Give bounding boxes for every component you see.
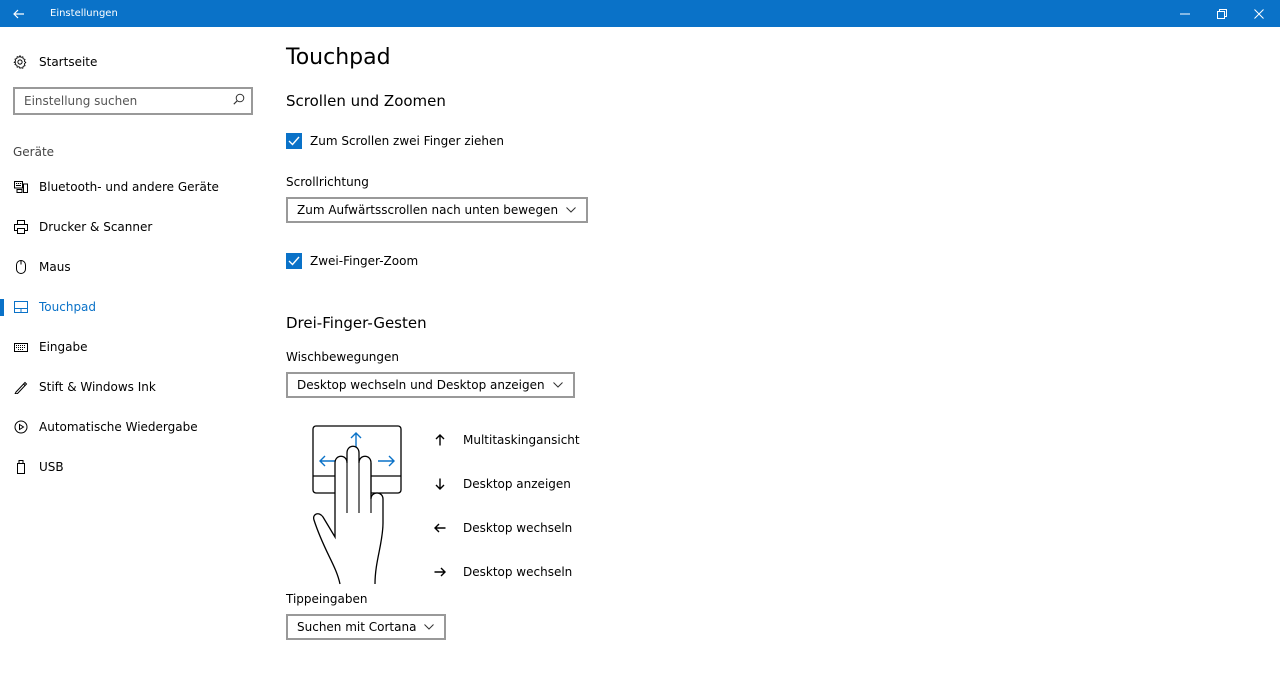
sidebar-item-mouse[interactable] xyxy=(0,247,270,287)
taps-value: Suchen mit Cortana xyxy=(297,620,417,634)
sidebar-item-typing[interactable] xyxy=(0,327,270,367)
checkmark-icon xyxy=(286,133,302,149)
sidebar-item-autoplay[interactable] xyxy=(0,407,270,447)
chevron-down-icon xyxy=(566,207,576,213)
arrow-left-icon xyxy=(433,523,447,533)
printer-icon xyxy=(13,219,29,235)
sidebar-item-label: USB xyxy=(39,460,64,474)
pen-icon xyxy=(13,379,29,395)
pinch-zoom-label: Zwei-Finger-Zoom xyxy=(310,254,419,268)
close-button[interactable] xyxy=(1241,0,1277,27)
swipes-label: Wischbewegungen xyxy=(286,350,400,364)
usb-icon xyxy=(13,459,29,475)
gesture-left-label: Desktop wechseln xyxy=(463,521,573,535)
scroll-direction-dropdown[interactable] xyxy=(286,197,588,223)
gesture-down xyxy=(433,474,571,494)
arrow-up-icon xyxy=(433,434,447,446)
window-title: Einstellungen xyxy=(50,8,118,19)
pinch-zoom-checkbox[interactable] xyxy=(286,252,418,270)
keyboard-icon xyxy=(13,339,29,355)
restore-button[interactable] xyxy=(1204,0,1240,27)
sidebar-item-label: Eingabe xyxy=(39,340,88,354)
gesture-up xyxy=(433,430,580,450)
main-content xyxy=(286,27,1266,686)
close-icon xyxy=(1254,9,1264,19)
sidebar-item-printers[interactable] xyxy=(0,207,270,247)
sidebar-home[interactable] xyxy=(13,52,97,72)
sidebar-item-label: Touchpad xyxy=(39,300,97,314)
sidebar-item-bluetooth[interactable] xyxy=(0,167,270,207)
arrow-down-icon xyxy=(433,478,447,490)
autoplay-icon xyxy=(13,419,29,435)
gesture-up-label: Multitaskingansicht xyxy=(463,433,580,447)
mouse-icon xyxy=(13,259,29,275)
sidebar-item-label: Drucker & Scanner xyxy=(39,220,153,234)
taps-label: Tippeingaben xyxy=(286,592,368,606)
gear-icon xyxy=(13,55,27,69)
sidebar xyxy=(0,27,270,686)
swipes-dropdown[interactable] xyxy=(286,372,575,398)
search-box[interactable] xyxy=(13,87,253,115)
chevron-down-icon xyxy=(424,624,434,630)
taps-dropdown[interactable] xyxy=(286,614,446,640)
sidebar-item-usb[interactable] xyxy=(0,447,270,487)
gesture-right-label: Desktop wechseln xyxy=(463,565,573,579)
swipes-value: Desktop wechseln und Desktop anzeigen xyxy=(297,378,545,392)
three-finger-heading: Drei-Finger-Gesten xyxy=(286,314,427,332)
gesture-down-label: Desktop anzeigen xyxy=(463,477,571,491)
scroll-direction-value: Zum Aufwärtsscrollen nach unten bewegen xyxy=(297,203,559,217)
two-finger-scroll-checkbox[interactable] xyxy=(286,132,504,150)
touchpad-icon xyxy=(13,299,29,315)
back-arrow-icon xyxy=(13,9,25,19)
bluetooth-devices-icon xyxy=(13,179,29,195)
restore-icon xyxy=(1217,9,1227,19)
back-button[interactable] xyxy=(0,0,38,27)
sidebar-item-label: Automatische Wiedergabe xyxy=(39,420,198,434)
minimize-icon xyxy=(1180,9,1190,19)
page-title: Touchpad xyxy=(286,45,391,70)
sidebar-section-label: Geräte xyxy=(13,145,55,159)
sidebar-item-touchpad[interactable] xyxy=(0,287,270,327)
sidebar-item-label: Maus xyxy=(39,260,71,274)
scroll-direction-label: Scrollrichtung xyxy=(286,175,369,189)
sidebar-home-label: Startseite xyxy=(39,55,98,69)
minimize-button[interactable] xyxy=(1167,0,1203,27)
chevron-down-icon xyxy=(553,382,563,388)
checkmark-icon xyxy=(286,253,302,269)
search-input[interactable] xyxy=(15,94,224,108)
sidebar-item-pen[interactable] xyxy=(0,367,270,407)
two-finger-scroll-label: Zum Scrollen zwei Finger ziehen xyxy=(310,134,504,148)
sidebar-item-label: Bluetooth- und andere Geräte xyxy=(39,180,219,194)
scroll-zoom-heading: Scrollen und Zoomen xyxy=(286,92,446,110)
title-bar xyxy=(0,0,1280,27)
search-icon xyxy=(233,93,245,105)
arrow-right-icon xyxy=(433,567,447,577)
sidebar-item-label: Stift & Windows Ink xyxy=(39,380,156,394)
three-finger-gesture-illustration-icon xyxy=(312,425,407,587)
gesture-right xyxy=(433,562,572,582)
gesture-left xyxy=(433,518,572,538)
